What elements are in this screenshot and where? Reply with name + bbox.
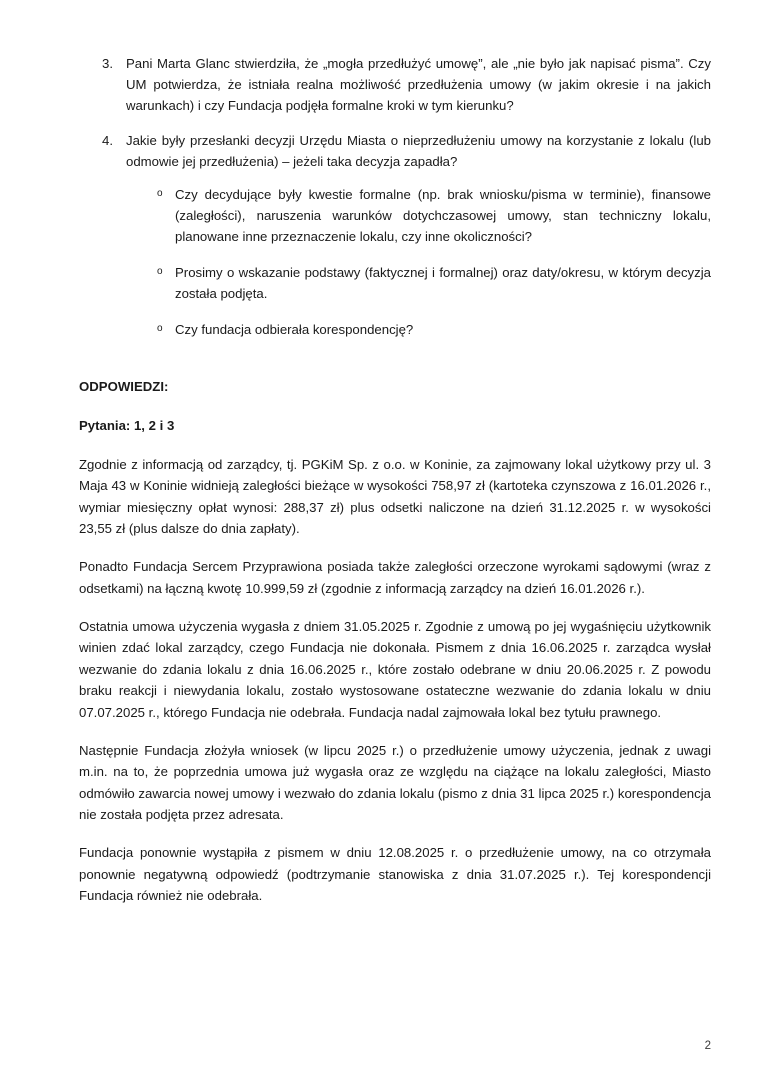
questions-sub-list: [79, 185, 711, 341]
answers-section: [79, 377, 711, 907]
list-item: [79, 54, 711, 117]
list-item: [79, 185, 711, 248]
list-item: [79, 263, 711, 305]
list-item-text: Czy fundacja odbierała korespondencję?: [175, 321, 414, 337]
circle-bullet-icon: o: [157, 187, 163, 199]
answers-subheading: Pytania: 1, 2 i 3: [79, 417, 175, 433]
list-item-text: Prosimy o wskazanie podstawy (faktycznej i formalnej) oraz daty/okresu, w którym decyzja została podjęta.: [175, 264, 711, 301]
list-item-text: Czy decydujące były kwestie formalne (np. brak wniosku/pisma w terminie), finansowe (zaległości), naruszenia warunków dotychczasowej umowy, stan techniczny lokalu, planowane inne przeznaczenie lokalu, czy inne okoliczności?: [175, 186, 711, 244]
body-paragraph: Następnie Fundacja złożyła wniosek (w lipcu 2025 r.) o przedłużenie umowy użyczenia, jednak z uwagi m.in. na to, że poprzednia umowa już wygasła oraz ze względu na ciążące na lokalu zaległości, Miasto odmówiło zawarcia nowej umowy i wezwało do zdania lokalu (pismo z dnia 31 lipca 2025 r.) korespondencja nie została podjęta przez adresata.: [79, 742, 711, 823]
answers-heading: ODPOWIEDZI:: [79, 378, 169, 394]
body-paragraph: Fundacja ponownie wystąpiła z pismem w dniu 12.08.2025 r. o przedłużenie umowy, na co otrzymała ponownie negatywną odpowiedź (podtrzymanie stanowiska z dnia 31.07.2025 r.). Tej korespondencji Fundacja również nie odebrała.: [79, 845, 711, 904]
circle-bullet-icon: o: [157, 322, 163, 334]
page-number: 2: [704, 1039, 711, 1052]
list-item-text: Jakie były przesłanki decyzji Urzędu Miasta o nieprzedłużeniu umowy na korzystanie z lokalu (lub odmowie jej przedłużenia) – jeżeli taka decyzja zapadła?: [126, 132, 711, 169]
list-item-marker: 3.: [102, 56, 113, 71]
page-content: [79, 54, 711, 907]
body-paragraph: Zgodnie z informacją od zarządcy, tj. PGKiM Sp. z o.o. w Koninie, za zajmowany lokal użytkowy przy ul. 3 Maja 43 w Koninie widnieją zaległości bieżące w wysokości 758,97 zł (kartoteka czynszowa z 16.01.2026 r., wymiar miesięczny opłat wynosi: 288,37 zł) plus odsetki naliczone na dzień 31.12.2025 r. w wysokości 23,55 zł (plus dalsze do dnia zapłaty).: [79, 456, 711, 536]
body-paragraph: Ostatnia umowa użyczenia wygasła z dniem 31.05.2025 r. Zgodnie z umową po jej wygaśnięciu użytkownik winien zdać lokal zarządcy, czego Fundacja nie dokonała. Pismem z dnia 16.06.2025 r. zarządca wysłał wezwanie do zdania lokalu z dnia 16.06.2025 r., które zostało odebrane w dniu 20.06.2025 r. Z powodu braku reakcji i niewydania lokalu, zostało wystosowane ostateczne wezwanie do zdania lokalu w dniu 07.07.2025 r., którego Fundacja nie odebrała. Fundacja nadal zajmowała lokal bez tytułu prawnego.: [79, 619, 711, 720]
circle-bullet-icon: o: [157, 265, 163, 277]
list-item-marker: 4.: [102, 132, 113, 148]
list-item: [79, 320, 711, 341]
list-item: [79, 131, 711, 173]
questions-numbered-list: [79, 54, 711, 173]
body-paragraph: Ponadto Fundacja Sercem Przyprawiona posiada także zaległości orzeczone wyrokami sądowymi (wraz z odsetkami) na łączną kwotę 10.999,59 zł (zgodnie z informacją zarządcy na dzień 16.01.2026 r.).: [79, 559, 711, 596]
list-item-text: Pani Marta Glanc stwierdziła, że „mogła przedłużyć umowę”, ale „nie było jak napisać pisma”. Czy UM potwierdza, że istniała realna możliwość przedłużenia umowy (w jakim okresie i na jakich warunkach) i czy Fundacja podjęła formalne kroki w tym kierunku?: [126, 56, 711, 113]
